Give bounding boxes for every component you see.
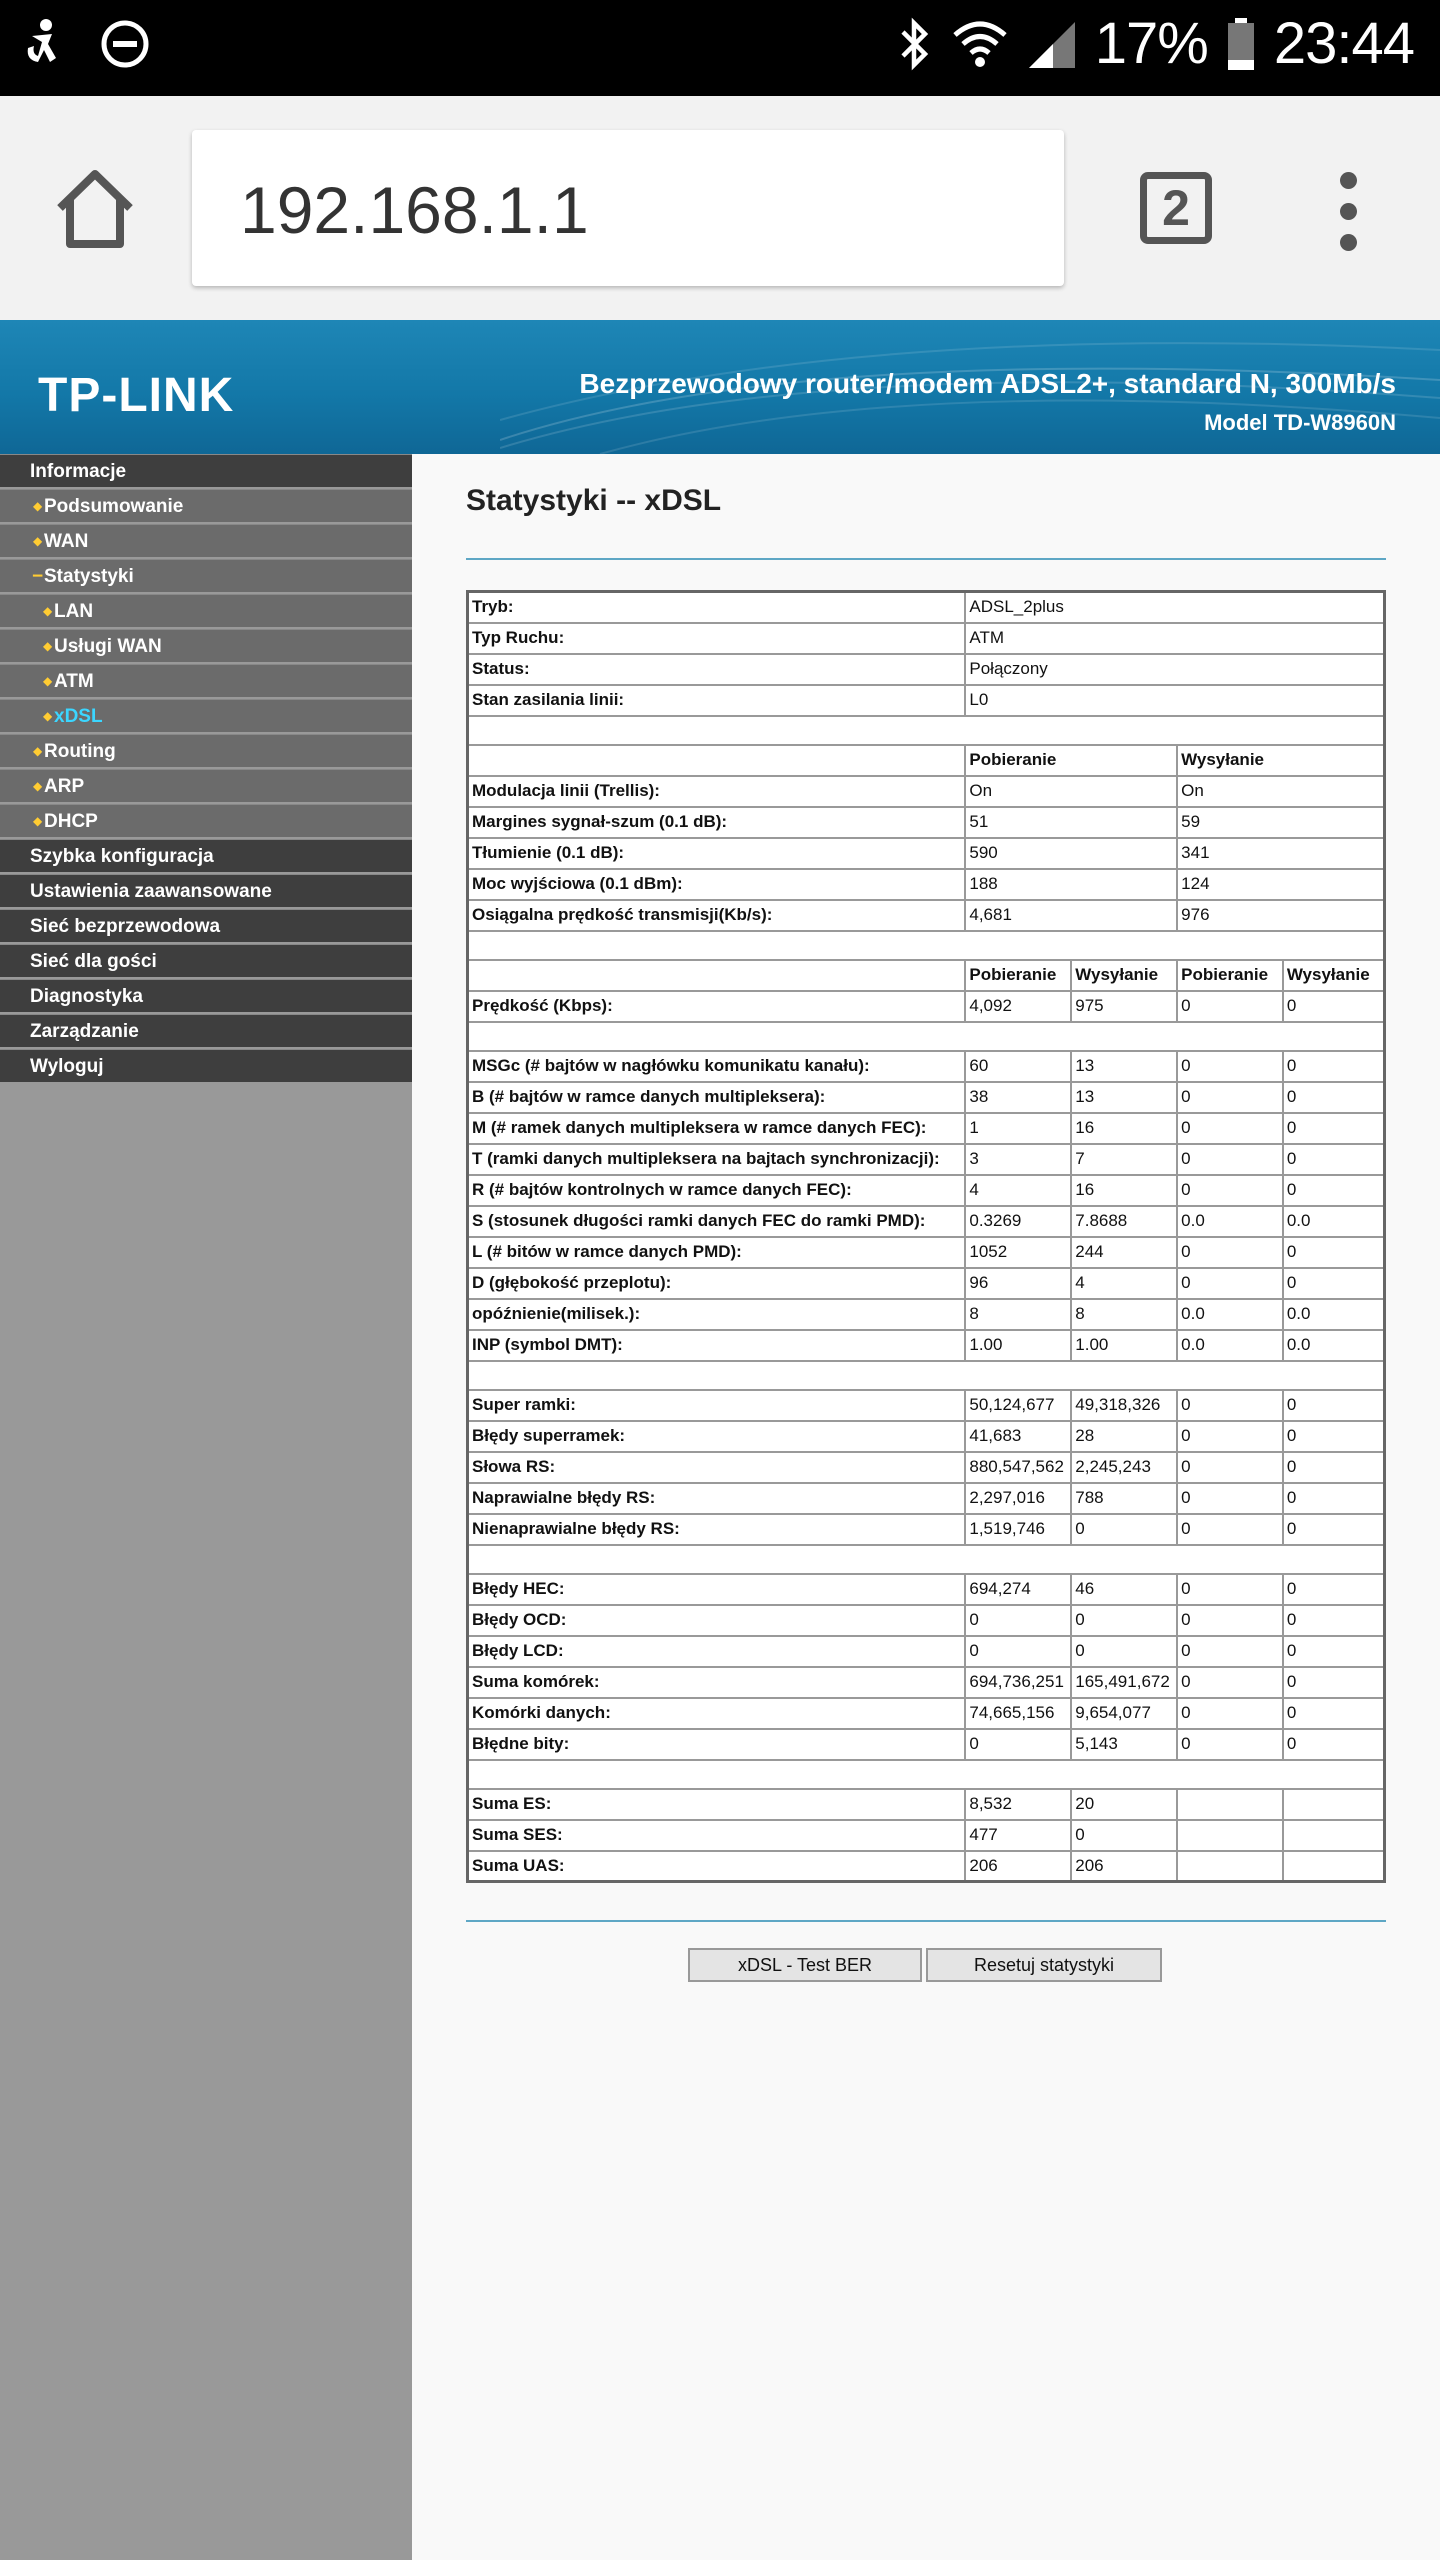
row-value: 5,143 bbox=[1071, 1729, 1177, 1760]
row-value: 0 bbox=[1177, 1390, 1283, 1421]
xdsl-stats-table bbox=[466, 590, 1386, 1883]
table-row bbox=[468, 654, 1385, 685]
row-value: 0 bbox=[1283, 1667, 1385, 1698]
table-row bbox=[468, 1574, 1385, 1605]
row-value: 206 bbox=[965, 1851, 1071, 1882]
sidebar-item-label: Routing bbox=[44, 741, 116, 762]
separator-row bbox=[468, 1545, 1385, 1574]
collapse-icon: − bbox=[32, 566, 44, 587]
table-row bbox=[468, 1299, 1385, 1330]
table-row bbox=[468, 1820, 1385, 1851]
row-value: 0 bbox=[1177, 1113, 1283, 1144]
row-value: 7 bbox=[1071, 1144, 1177, 1175]
row-value: 2,245,243 bbox=[1071, 1452, 1177, 1483]
row-value: 0 bbox=[1283, 1605, 1385, 1636]
row-label: L (# bitów w ramce danych PMD): bbox=[468, 1237, 966, 1268]
row-value bbox=[1283, 1820, 1385, 1851]
row-value: 74,665,156 bbox=[965, 1698, 1071, 1729]
bullet-icon: ◆ bbox=[33, 534, 43, 548]
table-row bbox=[468, 1729, 1385, 1760]
table-row bbox=[468, 1421, 1385, 1452]
row-label: Błędne bity: bbox=[468, 1729, 966, 1760]
divider bbox=[466, 1920, 1386, 1922]
row-value: 41,683 bbox=[965, 1421, 1071, 1452]
row-label: Słowa RS: bbox=[468, 1452, 966, 1483]
row-value: 9,654,077 bbox=[1071, 1698, 1177, 1729]
sidebar-item-ustawienia-zaawansowane[interactable] bbox=[0, 874, 412, 907]
row-label: Błędy LCD: bbox=[468, 1636, 966, 1667]
table-row bbox=[468, 900, 1385, 931]
row-label: Suma ES: bbox=[468, 1789, 966, 1820]
page-title: Statystyki -- xDSL bbox=[466, 484, 722, 517]
row-value: 0 bbox=[1177, 1175, 1283, 1206]
row-value: 13 bbox=[1071, 1051, 1177, 1082]
row-value: 0 bbox=[1071, 1514, 1177, 1545]
table-row bbox=[468, 1051, 1385, 1082]
row-label: Nienaprawialne błędy RS: bbox=[468, 1514, 966, 1545]
sidebar-item-label: Ustawienia zaawansowane bbox=[30, 881, 272, 902]
row-value: ADSL_2plus bbox=[965, 592, 1384, 623]
table-row bbox=[468, 1082, 1385, 1113]
row-value: 0.0 bbox=[1283, 1299, 1385, 1330]
row-value: 0 bbox=[1283, 1390, 1385, 1421]
row-value: 0 bbox=[1177, 1051, 1283, 1082]
row-value: 0 bbox=[1283, 1237, 1385, 1268]
row-label: M (# ramek danych multipleksera w ramce danych FEC): bbox=[468, 1113, 966, 1144]
row-value: 8 bbox=[1071, 1299, 1177, 1330]
row-label: Tłumienie (0.1 dB): bbox=[468, 838, 966, 869]
bullet-icon: ◆ bbox=[43, 709, 53, 723]
sidebar-item-routing[interactable] bbox=[0, 734, 412, 767]
row-label: INP (symbol DMT): bbox=[468, 1330, 966, 1361]
row-label: Typ Ruchu: bbox=[468, 623, 966, 654]
row-value: 0 bbox=[1177, 1268, 1283, 1299]
sidebar-item-diagnostyka[interactable] bbox=[0, 979, 412, 1012]
separator-row bbox=[468, 1760, 1385, 1789]
reset-stats-button[interactable]: Resetuj statystyki bbox=[926, 1948, 1162, 1982]
row-value: 124 bbox=[1177, 869, 1384, 900]
bullet-icon: ◆ bbox=[33, 744, 43, 758]
sidebar-item-label: Zarządzanie bbox=[30, 1021, 139, 1042]
row-value: On bbox=[1177, 776, 1384, 807]
row-value: 0 bbox=[1283, 1144, 1385, 1175]
row-value: 590 bbox=[965, 838, 1177, 869]
row-value: 0 bbox=[965, 1729, 1071, 1760]
separator-cell bbox=[468, 716, 1385, 745]
row-value: 0 bbox=[1177, 1237, 1283, 1268]
row-value: 20 bbox=[1071, 1789, 1177, 1820]
bullet-icon: ◆ bbox=[33, 499, 43, 513]
row-value: Połączony bbox=[965, 654, 1384, 685]
row-value: 49,318,326 bbox=[1071, 1390, 1177, 1421]
row-value: 0.0 bbox=[1283, 1330, 1385, 1361]
row-label: Moc wyjściowa (0.1 dBm): bbox=[468, 869, 966, 900]
sidebar-item-label: LAN bbox=[54, 601, 94, 622]
table-row bbox=[468, 1113, 1385, 1144]
row-value: 206 bbox=[1071, 1851, 1177, 1882]
row-value: 0 bbox=[1177, 1605, 1283, 1636]
row-value: 0.0 bbox=[1177, 1330, 1283, 1361]
row-value: 0.0 bbox=[1283, 1206, 1385, 1237]
empty-cell bbox=[468, 745, 966, 776]
row-label: T (ramki danych multipleksera na bajtach synchronizacji): bbox=[468, 1144, 966, 1175]
row-label: Margines sygnał-szum (0.1 dB): bbox=[468, 807, 966, 838]
url-text: 192.168.1.1 bbox=[240, 173, 589, 247]
bullet-icon: ◆ bbox=[33, 814, 43, 828]
sidebar-item-arp[interactable] bbox=[0, 769, 412, 802]
sidebar-item-label: Informacje bbox=[30, 461, 127, 482]
row-value: 0 bbox=[1177, 1082, 1283, 1113]
row-label: Super ramki: bbox=[468, 1390, 966, 1421]
row-value: 4,681 bbox=[965, 900, 1177, 931]
sidebar-item-atm[interactable] bbox=[0, 664, 412, 697]
table-row bbox=[468, 1237, 1385, 1268]
row-value: 51 bbox=[965, 807, 1177, 838]
sidebar-item-label: ARP bbox=[44, 776, 85, 797]
row-value: 0.3269 bbox=[965, 1206, 1071, 1237]
xdsl-ber-test-button[interactable]: xDSL - Test BER bbox=[688, 1948, 922, 1982]
row-value: 0 bbox=[1283, 1175, 1385, 1206]
row-label: Komórki danych: bbox=[468, 1698, 966, 1729]
separator-cell bbox=[468, 1545, 1385, 1574]
table-row bbox=[468, 807, 1385, 838]
table-row bbox=[468, 592, 1385, 623]
row-value: 0 bbox=[965, 1605, 1071, 1636]
row-value: 0 bbox=[1071, 1636, 1177, 1667]
row-value: 0 bbox=[1177, 1144, 1283, 1175]
table-row bbox=[468, 1514, 1385, 1545]
row-value: 13 bbox=[1071, 1082, 1177, 1113]
sidebar-item-wan[interactable] bbox=[0, 524, 412, 557]
sidebar-item-label: DHCP bbox=[44, 811, 98, 832]
sidebar-item-label: Diagnostyka bbox=[30, 986, 143, 1007]
column-header: Pobieranie bbox=[965, 960, 1071, 991]
row-value: 0 bbox=[1283, 1574, 1385, 1605]
overflow-menu-icon[interactable] bbox=[1330, 172, 1366, 252]
sidebar-item-siec-dla-gosci[interactable] bbox=[0, 944, 412, 977]
row-value: 0 bbox=[1177, 1452, 1283, 1483]
row-value bbox=[1177, 1851, 1283, 1882]
sidebar-item-label: Statystyki bbox=[44, 566, 134, 587]
row-label: Suma komórek: bbox=[468, 1667, 966, 1698]
row-value: 0.0 bbox=[1177, 1299, 1283, 1330]
empty-cell bbox=[468, 960, 966, 991]
row-value: 1.00 bbox=[965, 1330, 1071, 1361]
accessibility-icon bbox=[22, 18, 66, 70]
column-header: Wysyłanie bbox=[1283, 960, 1385, 991]
main-content bbox=[412, 454, 1440, 2560]
row-value: 0 bbox=[1283, 1082, 1385, 1113]
row-label: D (głębokość przeplotu): bbox=[468, 1268, 966, 1299]
row-value: 0 bbox=[1283, 1483, 1385, 1514]
sidebar-item-label: Sieć dla gości bbox=[30, 951, 157, 972]
table-row bbox=[468, 1605, 1385, 1636]
row-value: ATM bbox=[965, 623, 1384, 654]
row-value: 3 bbox=[965, 1144, 1071, 1175]
table-row bbox=[468, 1636, 1385, 1667]
table-row bbox=[468, 776, 1385, 807]
row-label: Suma UAS: bbox=[468, 1851, 966, 1882]
router-header bbox=[0, 320, 1440, 454]
row-label: MSGc (# bajtów w nagłówku komunikatu kanału): bbox=[468, 1051, 966, 1082]
row-value: 244 bbox=[1071, 1237, 1177, 1268]
row-value: 0 bbox=[965, 1636, 1071, 1667]
row-value: 4 bbox=[965, 1175, 1071, 1206]
row-value: 96 bbox=[965, 1268, 1071, 1299]
row-value: 8 bbox=[965, 1299, 1071, 1330]
row-value: 4 bbox=[1071, 1268, 1177, 1299]
row-label: B (# bajtów w ramce danych multipleksera): bbox=[468, 1082, 966, 1113]
browser-toolbar bbox=[0, 96, 1440, 320]
row-label: Osiągalna prędkość transmisji(Kb/s): bbox=[468, 900, 966, 931]
row-label: Naprawialne błędy RS: bbox=[468, 1483, 966, 1514]
table-row bbox=[468, 1698, 1385, 1729]
table-row bbox=[468, 869, 1385, 900]
wifi-icon bbox=[951, 17, 1009, 71]
row-value: 0 bbox=[1071, 1820, 1177, 1851]
row-value: 0 bbox=[1177, 1514, 1283, 1545]
row-value: 788 bbox=[1071, 1483, 1177, 1514]
column-header: Wysyłanie bbox=[1177, 745, 1384, 776]
row-value: 4,092 bbox=[965, 991, 1071, 1022]
table-row bbox=[468, 685, 1385, 716]
row-value: 0 bbox=[1283, 991, 1385, 1022]
table-row bbox=[468, 1851, 1385, 1882]
router-title: Bezprzewodowy router/modem ADSL2+, standard N, 300Mb/s bbox=[579, 368, 1396, 399]
divider bbox=[466, 558, 1386, 560]
url-bar[interactable] bbox=[192, 130, 1064, 286]
row-value: 16 bbox=[1071, 1113, 1177, 1144]
row-label: Błędy superramek: bbox=[468, 1421, 966, 1452]
router-model: Model TD-W8960N bbox=[1204, 410, 1396, 435]
sidebar-item-label: Usługi WAN bbox=[54, 636, 162, 657]
row-value: 0 bbox=[1177, 1729, 1283, 1760]
row-value: 477 bbox=[965, 1820, 1071, 1851]
row-value: 50,124,677 bbox=[965, 1390, 1071, 1421]
row-label: Stan zasilania linii: bbox=[468, 685, 966, 716]
sidebar-item-szybka-konfiguracja[interactable] bbox=[0, 839, 412, 872]
row-value: 975 bbox=[1071, 991, 1177, 1022]
row-label: opóźnienie(milisek.): bbox=[468, 1299, 966, 1330]
row-value: 0 bbox=[1283, 1268, 1385, 1299]
separator-row bbox=[468, 716, 1385, 745]
row-value: 0 bbox=[1283, 1452, 1385, 1483]
row-value: 0 bbox=[1283, 1113, 1385, 1144]
row-value: 0 bbox=[1283, 1421, 1385, 1452]
bluetooth-icon bbox=[897, 16, 933, 72]
sidebar-item-siec-bezprzewodowa[interactable] bbox=[0, 909, 412, 942]
home-icon[interactable] bbox=[52, 166, 138, 252]
table-row bbox=[468, 1483, 1385, 1514]
sidebar-item-lan[interactable] bbox=[0, 594, 412, 627]
row-value bbox=[1177, 1789, 1283, 1820]
row-value: 60 bbox=[965, 1051, 1071, 1082]
row-label: R (# bajtów kontrolnych w ramce danych FEC): bbox=[468, 1175, 966, 1206]
row-value: 38 bbox=[965, 1082, 1071, 1113]
separator-cell bbox=[468, 1022, 1385, 1051]
separator-cell bbox=[468, 931, 1385, 960]
sidebar-item-label: Szybka konfiguracja bbox=[30, 846, 214, 867]
bullet-icon: ◆ bbox=[33, 779, 43, 793]
row-value: 0 bbox=[1177, 991, 1283, 1022]
row-value: 341 bbox=[1177, 838, 1384, 869]
row-label: Błędy HEC: bbox=[468, 1574, 966, 1605]
sidebar-item-label: Wyloguj bbox=[30, 1056, 104, 1077]
clock: 23:44 bbox=[1273, 11, 1414, 76]
separator-row bbox=[468, 1022, 1385, 1051]
row-value: 0 bbox=[1283, 1729, 1385, 1760]
row-label: S (stosunek długości ramki danych FEC do ramki PMD): bbox=[468, 1206, 966, 1237]
row-value bbox=[1177, 1820, 1283, 1851]
bullet-icon: ◆ bbox=[43, 674, 53, 688]
row-value: 0 bbox=[1177, 1698, 1283, 1729]
table-row bbox=[468, 1175, 1385, 1206]
row-label: Status: bbox=[468, 654, 966, 685]
bullet-icon: ◆ bbox=[43, 639, 53, 653]
row-value: 1 bbox=[965, 1113, 1071, 1144]
row-label: Błędy OCD: bbox=[468, 1605, 966, 1636]
sidebar-item-zarzadzanie[interactable] bbox=[0, 1014, 412, 1047]
status-bar bbox=[0, 0, 1440, 96]
sidebar-item-label: Sieć bezprzewodowa bbox=[30, 916, 221, 937]
tab-switcher-button[interactable]: 2 bbox=[1140, 172, 1212, 244]
sidebar-item-wyloguj[interactable] bbox=[0, 1049, 412, 1082]
row-value: 0 bbox=[1071, 1605, 1177, 1636]
sidebar-item-informacje[interactable] bbox=[0, 454, 412, 487]
row-value bbox=[1283, 1851, 1385, 1882]
row-value: 0 bbox=[1177, 1636, 1283, 1667]
row-label: Suma SES: bbox=[468, 1820, 966, 1851]
row-value: 28 bbox=[1071, 1421, 1177, 1452]
separator-row bbox=[468, 931, 1385, 960]
sidebar-item-label: xDSL bbox=[54, 706, 103, 727]
row-value: 0 bbox=[1177, 1574, 1283, 1605]
table-row bbox=[468, 1789, 1385, 1820]
battery-percent: 17% bbox=[1094, 11, 1208, 76]
row-value: 880,547,562 bbox=[965, 1452, 1071, 1483]
sidebar-item-xdsl[interactable] bbox=[0, 699, 412, 732]
row-value: 2,297,016 bbox=[965, 1483, 1071, 1514]
row-value: 1052 bbox=[965, 1237, 1071, 1268]
table-row bbox=[468, 1667, 1385, 1698]
sidebar-item-label: ATM bbox=[54, 671, 94, 692]
table-row bbox=[468, 1330, 1385, 1361]
signal-icon bbox=[1027, 18, 1077, 70]
row-value: 0 bbox=[1283, 1051, 1385, 1082]
table-row bbox=[468, 1452, 1385, 1483]
separator-cell bbox=[468, 1760, 1385, 1789]
row-label: Tryb: bbox=[468, 592, 966, 623]
row-value: 59 bbox=[1177, 807, 1384, 838]
row-value: 0.0 bbox=[1177, 1206, 1283, 1237]
row-value: 976 bbox=[1177, 900, 1384, 931]
table-row bbox=[468, 1206, 1385, 1237]
row-value: 694,736,251 bbox=[965, 1667, 1071, 1698]
header-row bbox=[468, 960, 1385, 991]
table-row bbox=[468, 1390, 1385, 1421]
sidebar-item-label: Podsumowanie bbox=[44, 496, 184, 517]
row-value: 165,491,672 bbox=[1071, 1667, 1177, 1698]
header-row bbox=[468, 745, 1385, 776]
column-header: Wysyłanie bbox=[1071, 960, 1177, 991]
row-value: 1,519,746 bbox=[965, 1514, 1071, 1545]
table-row bbox=[468, 991, 1385, 1022]
table-row bbox=[468, 1268, 1385, 1299]
row-value: 694,274 bbox=[965, 1574, 1071, 1605]
column-header: Pobieranie bbox=[965, 745, 1177, 776]
row-value: 0 bbox=[1283, 1514, 1385, 1545]
row-value: 0 bbox=[1283, 1698, 1385, 1729]
row-value: 0 bbox=[1177, 1667, 1283, 1698]
column-header: Pobieranie bbox=[1177, 960, 1283, 991]
row-value: 0 bbox=[1177, 1483, 1283, 1514]
row-value: 8,532 bbox=[965, 1789, 1071, 1820]
row-value: 7.8688 bbox=[1071, 1206, 1177, 1237]
bullet-icon: ◆ bbox=[43, 604, 53, 618]
table-row bbox=[468, 838, 1385, 869]
row-value: L0 bbox=[965, 685, 1384, 716]
row-value: On bbox=[965, 776, 1177, 807]
sidebar-item-statystyki[interactable] bbox=[0, 559, 412, 592]
sidebar-item-label: WAN bbox=[44, 531, 89, 552]
do-not-disturb-icon bbox=[100, 19, 150, 69]
row-value: 1.00 bbox=[1071, 1330, 1177, 1361]
row-value: 46 bbox=[1071, 1574, 1177, 1605]
separator-cell bbox=[468, 1361, 1385, 1390]
row-value: 188 bbox=[965, 869, 1177, 900]
separator-row bbox=[468, 1361, 1385, 1390]
sidebar-item-uslugi-wan[interactable] bbox=[0, 629, 412, 662]
sidebar-item-podsumowanie[interactable] bbox=[0, 489, 412, 522]
battery-icon bbox=[1226, 16, 1256, 72]
row-label: Modulacja linii (Trellis): bbox=[468, 776, 966, 807]
row-value: 16 bbox=[1071, 1175, 1177, 1206]
table-row bbox=[468, 1144, 1385, 1175]
row-value bbox=[1283, 1789, 1385, 1820]
sidebar bbox=[0, 454, 412, 2560]
row-value: 0 bbox=[1177, 1421, 1283, 1452]
sidebar-item-dhcp[interactable] bbox=[0, 804, 412, 837]
row-label: Prędkość (Kbps): bbox=[468, 991, 966, 1022]
tp-link-logo: TP-LINK bbox=[38, 369, 235, 422]
table-row bbox=[468, 623, 1385, 654]
row-value: 0 bbox=[1283, 1636, 1385, 1667]
